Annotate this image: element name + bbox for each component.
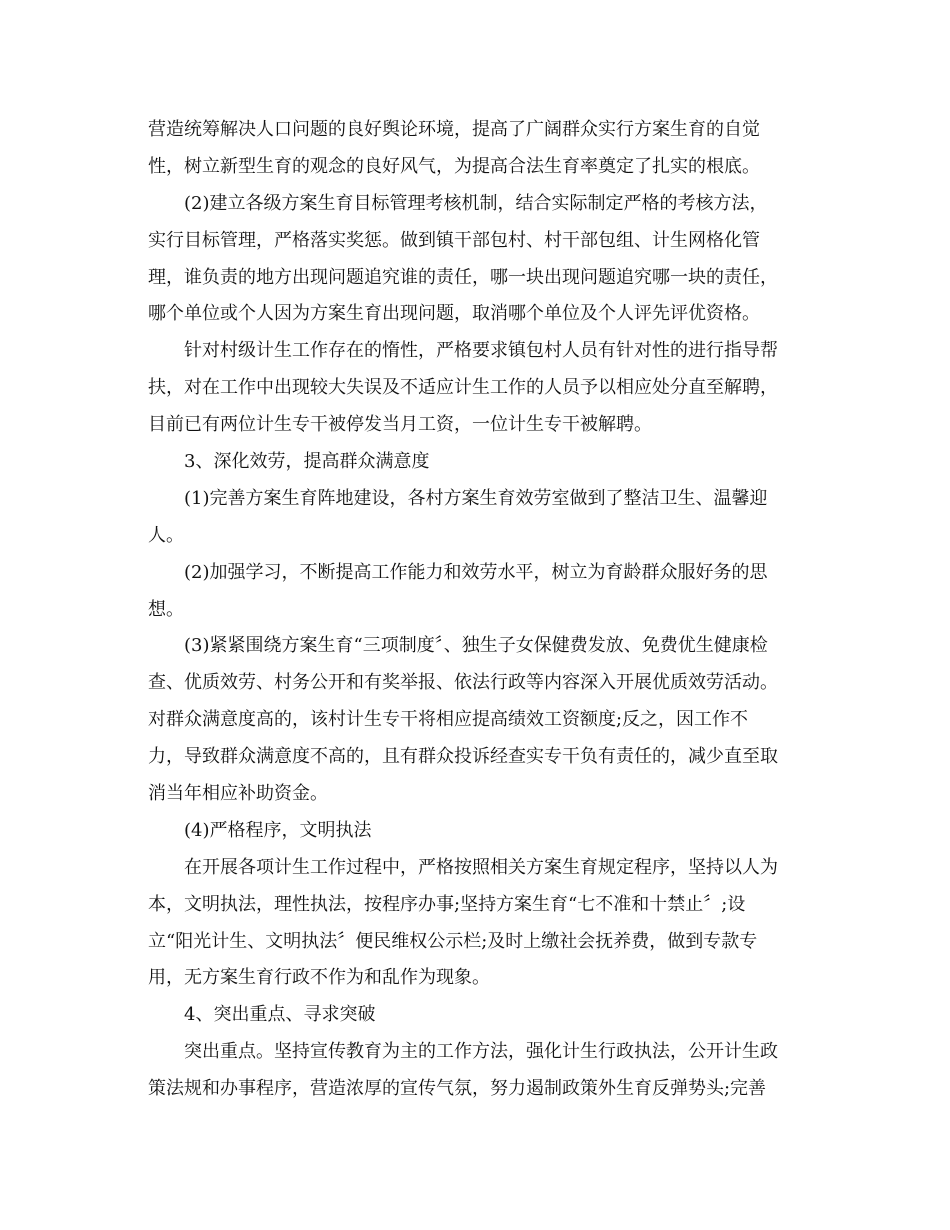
text-line: 性，树立新型生育的观念的良好风气，为提高合法生育率奠定了扎实的根底。 — [148, 155, 760, 177]
text-line: 哪个单位或个人因为方案生育出现问题，取消哪个单位及个人评先评优资格。 — [148, 303, 760, 325]
text-line: 3、深化效劳，提高群众满意度 — [184, 451, 430, 473]
text-line: (4)严格程序，文明执法 — [184, 819, 372, 841]
text-line: 营造统筹解决人口问题的良好舆论环境，提高了广阔群众实行方案生育的自觉 — [148, 119, 760, 140]
text-line: (1)完善方案生育阵地建设，各村方案生育效劳室做到了整洁卫生、温馨迎 — [184, 487, 768, 509]
text-line: 消当年相应补助资金。 — [148, 783, 328, 805]
text-line: 想。 — [148, 598, 184, 620]
text-line: 对群众满意度高的，该村计生专干将相应提高绩效工资额度;反之，因工作不 — [148, 709, 749, 731]
text-line: 查、优质效劳、村务公开和有奖举报、依法行政等内容深入开展优质效劳活动。 — [148, 672, 778, 694]
text-line: 理，谁负责的地方出现问题追究谁的责任，哪一块出现问题追究哪一块的责任， — [148, 266, 778, 288]
text-line: (2)加强学习，不断提高工作能力和效劳水平，树立为育龄群众服好务的思 — [184, 561, 768, 583]
text-line: 实行目标管理，严格落实奖惩。做到镇干部包村、村干部包组、计生网格化管 — [148, 229, 760, 251]
text-line: 目前已有两位计生专干被停发当月工资，一位计生专干被解聘。 — [148, 414, 652, 436]
text-line: 本，文明执法，理性执法，按程序办事;坚持方案生育“七不准和十禁止〞;设 — [148, 893, 746, 915]
text-line: 立“阳光计生、文明执法〞便民维权公示栏;及时上缴社会抚养费，做到专款专 — [148, 930, 758, 952]
text-line: (2)建立各级方案生育目标管理考核机制，结合实际制定严格的考核方法， — [184, 192, 768, 214]
text-line: (3)紧紧围绕方案生育“三项制度〞、独生子女保健费发放、免费优生健康检 — [184, 635, 768, 657]
document-body — [148, 112, 808, 1108]
text-line: 针对村级计生工作存在的惰性，严格要求镇包村人员有针对性的进行指导帮 — [184, 340, 778, 362]
text-line: 扶，对在工作中出现较大失误及不适应计生工作的人员予以相应处分直至解聘， — [148, 377, 778, 399]
text-line: 策法规和办事程序，营造浓厚的宣传气氛，努力遏制政策外生育反弹势头;完善 — [148, 1078, 767, 1100]
text-line: 在开展各项计生工作过程中，严格按照相关方案生育规定程序，坚持以人为 — [184, 856, 778, 878]
text-line: 人。 — [148, 524, 184, 546]
text-line: 用，无方案生育行政不作为和乱作为现象。 — [148, 967, 490, 989]
text-line: 力，导致群众满意度不高的，且有群众投诉经查实专干负有责任的，减少直至取 — [148, 746, 778, 768]
text-line: 突出重点。坚持宣传教育为主的工作方法，强化计生行政执法，公开计生政 — [184, 1041, 778, 1063]
text-line: 4、突出重点、寻求突破 — [184, 1004, 376, 1026]
